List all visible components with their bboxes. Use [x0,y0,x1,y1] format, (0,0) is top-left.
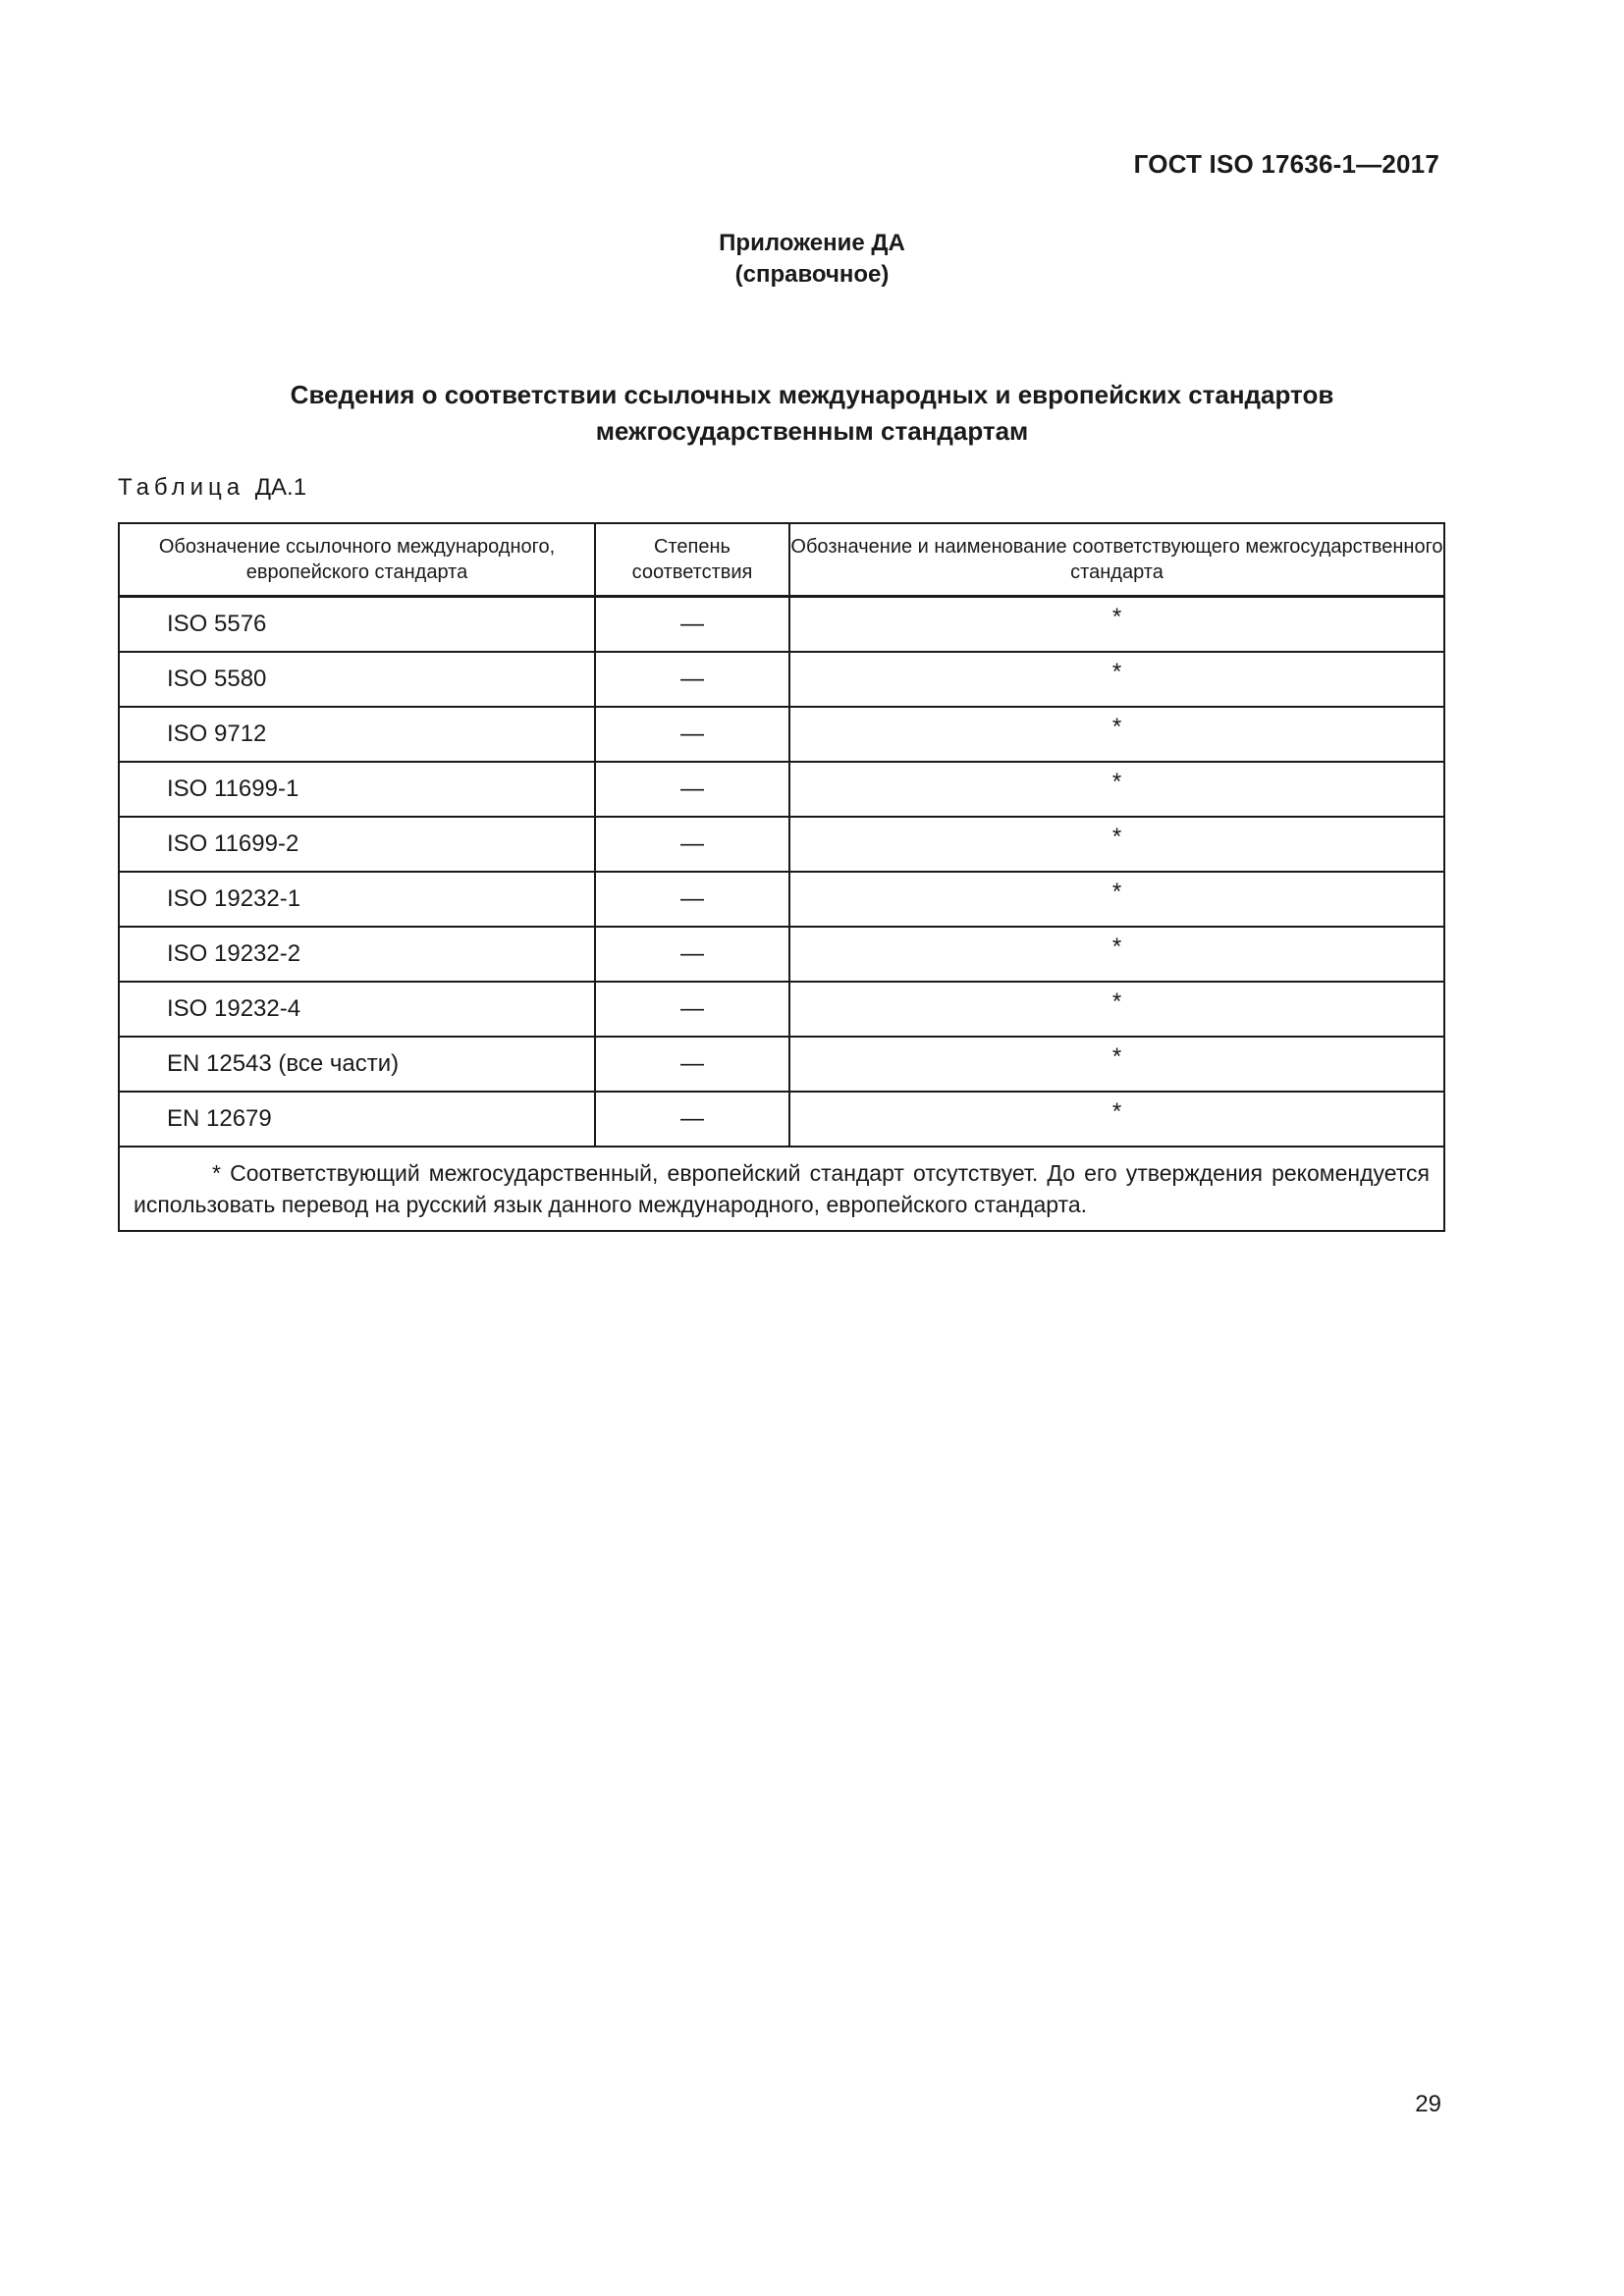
cell-degree: — [595,652,789,707]
cell-degree: — [595,597,789,653]
page-number: 29 [1415,2091,1441,2117]
section-heading-line-1: Сведения о соответствии ссылочных международных и европейских стандартов [290,380,1334,409]
document-id: ГОСТ ISO 17636-1—2017 [1133,149,1439,179]
table-row [119,982,1444,1037]
cell-designation: ISO 11699-2 [119,817,595,872]
cell-corresponding: * [789,652,1444,707]
cell-corresponding: * [789,707,1444,762]
standards-table [118,522,1445,1232]
table-row [119,597,1444,653]
cell-degree: — [595,927,789,982]
cell-corresponding: * [789,872,1444,927]
table-caption-word: Таблица [118,474,245,501]
column-header-corresponding: Обозначение и наименование соответствующего межгосударственного стандарта [789,523,1444,597]
cell-designation: ISO 5580 [119,652,595,707]
section-heading [118,377,1506,450]
cell-degree: — [595,982,789,1037]
cell-corresponding: * [789,1092,1444,1147]
table-row [119,1037,1444,1092]
table-footnote: * Соответствующий межгосударственный, европейский стандарт отсутствует. До его утверждения рекомендуется использовать перевод на русский язык данного международного, европейского стандарта. [119,1147,1444,1231]
cell-degree: — [595,817,789,872]
cell-designation: ISO 9712 [119,707,595,762]
cell-designation: ISO 5576 [119,597,595,653]
table-row [119,1092,1444,1147]
cell-degree: — [595,762,789,817]
appendix-title-block [0,228,1624,291]
table-header-row [119,523,1444,597]
cell-degree: — [595,1092,789,1147]
cell-designation: ISO 19232-2 [119,927,595,982]
cell-designation: EN 12543 (все части) [119,1037,595,1092]
table-row [119,762,1444,817]
column-header-designation: Обозначение ссылочного международного, европейского стандарта [119,523,595,597]
column-header-degree: Степень соответствия [595,523,789,597]
cell-degree: — [595,707,789,762]
table-caption [118,474,306,502]
cell-corresponding: * [789,982,1444,1037]
table-row [119,817,1444,872]
appendix-title: Приложение ДА [719,230,905,256]
cell-corresponding: * [789,1037,1444,1092]
cell-corresponding: * [789,762,1444,817]
appendix-subtitle: (справочное) [734,261,890,288]
table-row [119,927,1444,982]
cell-degree: — [595,872,789,927]
table-row [119,652,1444,707]
cell-corresponding: * [789,927,1444,982]
table-row [119,707,1444,762]
cell-designation: EN 12679 [119,1092,595,1147]
table-row [119,872,1444,927]
table-caption-number: ДА.1 [254,474,307,501]
cell-corresponding: * [789,597,1444,653]
cell-corresponding: * [789,817,1444,872]
section-heading-line-2: межгосударственным стандартам [595,416,1029,446]
cell-degree: — [595,1037,789,1092]
table-footnote-row [119,1147,1444,1231]
cell-designation: ISO 11699-1 [119,762,595,817]
cell-designation: ISO 19232-1 [119,872,595,927]
cell-designation: ISO 19232-4 [119,982,595,1037]
